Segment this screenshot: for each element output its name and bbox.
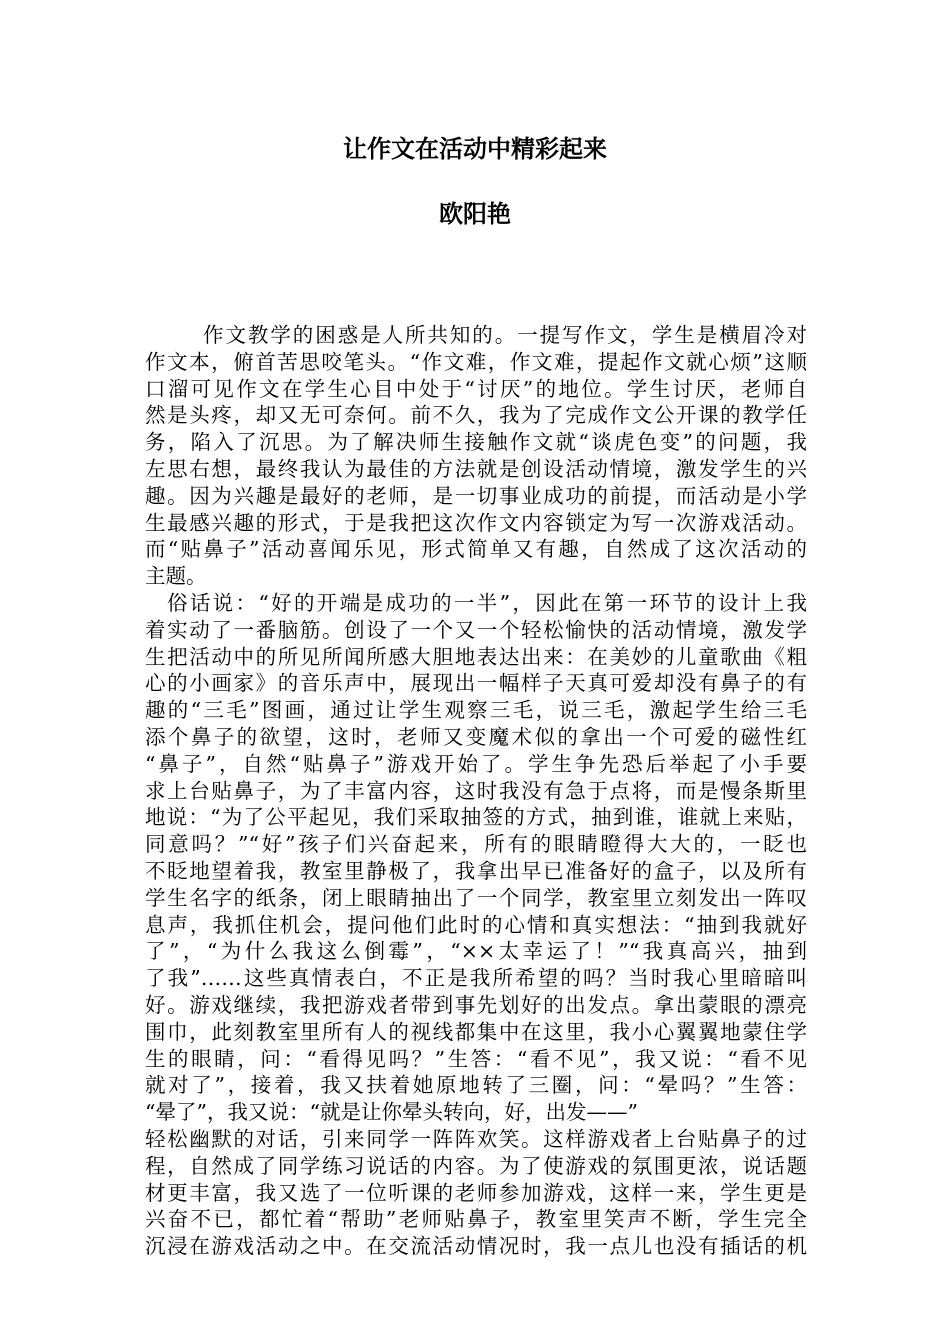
- body-line: 然是头疼，却又无可奈何。前不久，我为了完成作文公开课的教学任: [145, 403, 807, 428]
- body-line: 生的眼睛，问：“看得见吗？”生答：“看不见”，我又说：“看不见: [145, 1046, 807, 1071]
- body-line: 就对了”，接着，我又扶着她原地转了三圈，问：“晕吗？”生答：: [145, 1073, 807, 1098]
- body-line: “晕了”，我又说：“就是让你晕头转向，好，出发——”: [145, 1100, 638, 1125]
- body-line: 左思右想，最终我认为最佳的方法就是创设活动情境，激发学生的兴: [145, 456, 807, 481]
- body-line: 作文本，俯首苦思咬笔头。“作文难，作文难，提起作文就心烦”这顺: [145, 349, 807, 374]
- body-line: 程，自然成了同学练习说话的内容。为了使游戏的氛围更浓，说话题: [145, 1153, 807, 1178]
- body-line: 心的小画家》的音乐声中，展现出一幅样子天真可爱却没有鼻子的有: [145, 671, 807, 696]
- body-line: 作文教学的困惑是人所共知的。一提写作文，学生是横眉冷对: [203, 323, 807, 347]
- body-line: 材更丰富，我又选了一位听课的老师参加游戏，这样一来，学生更是: [145, 1180, 807, 1205]
- body-line: 围巾，此刻教室里所有人的视线都集中在这里，我小心翼翼地蒙住学: [145, 1019, 807, 1044]
- body-line: 添个鼻子的欲望，这时，老师又变魔术似的拿出一个可爱的磁性红: [145, 724, 807, 749]
- body-line: 沉浸在游戏活动之中。在交流活动情况时，我一点儿也没有插话的机: [145, 1234, 807, 1259]
- body-line: 口溜可见作文在学生心目中处于“讨厌”的地位。学生讨厌，老师自: [145, 376, 807, 401]
- body-line: 学生名字的纸条，闭上眼睛抽出了一个同学，教室里立刻发出一阵叹: [145, 885, 807, 910]
- body-line: 趣。因为兴趣是最好的老师，是一切事业成功的前提，而活动是小学: [145, 483, 807, 508]
- body-line: 不眨地望着我，教室里静极了，我拿出早已准备好的盒子，以及所有: [145, 858, 807, 883]
- body-line: 生最感兴趣的形式，于是我把这次作文内容锁定为写一次游戏活动。: [145, 510, 807, 535]
- article-title: 让作文在活动中精彩起来: [343, 135, 607, 163]
- body-line: 俗话说：“好的开端是成功的一半”，因此在第一环节的设计上我: [167, 590, 807, 615]
- body-line: 而“贴鼻子”活动喜闻乐见，形式简单又有趣，自然成了这次活动的: [145, 537, 807, 562]
- article-body: [145, 322, 807, 1260]
- body-line: 同意吗？”“好”孩子们兴奋起来，所有的眼睛瞪得大大的，一眨也: [145, 832, 807, 857]
- body-line: 地说：“为了公平起见，我们采取抽签的方式，抽到谁，谁就上来贴，: [145, 805, 807, 830]
- body-line: 趣的“三毛”图画，通过让学生观察三毛，说三毛，激起学生给三毛: [145, 698, 807, 723]
- body-line: 务，陷入了沉思。为了解决师生接触作文就“谈虎色变”的问题，我: [145, 430, 807, 455]
- body-line: 好。游戏继续，我把游戏者带到事先划好的出发点。拿出蒙眼的漂亮: [145, 992, 807, 1017]
- body-line: 轻松幽默的对话，引来同学一阵阵欢笑。这样游戏者上台贴鼻子的过: [145, 1126, 807, 1151]
- body-line: 生把活动中的所见所闻所感大胆地表达出来：在美妙的儿童歌曲《粗: [145, 644, 807, 669]
- body-line: 着实动了一番脑筋。创设了一个又一个轻松愉快的活动情境，激发学: [145, 617, 807, 642]
- body-line: 求上台贴鼻子，为了丰富内容，这时我没有急于点将，而是慢条斯里: [145, 778, 807, 803]
- body-line: 兴奋不已，都忙着“帮助”老师贴鼻子，教室里笑声不断，学生完全: [145, 1207, 807, 1232]
- article-author: 欧阳艳: [439, 200, 511, 228]
- body-line: 主题。: [145, 564, 207, 589]
- body-line: 了我”……这些真情表白，不正是我所希望的吗？当时我心里暗暗叫: [145, 966, 807, 991]
- body-line: 息声，我抓住机会，提问他们此时的心情和真实想法：“抽到我就好: [145, 912, 807, 937]
- body-line: “鼻子”，自然“贴鼻子”游戏开始了。学生争先恐后举起了小手要: [145, 751, 807, 776]
- body-line: 了”，“为什么我这么倒霉”，“××太幸运了！”“我真高兴，抽到: [145, 939, 807, 964]
